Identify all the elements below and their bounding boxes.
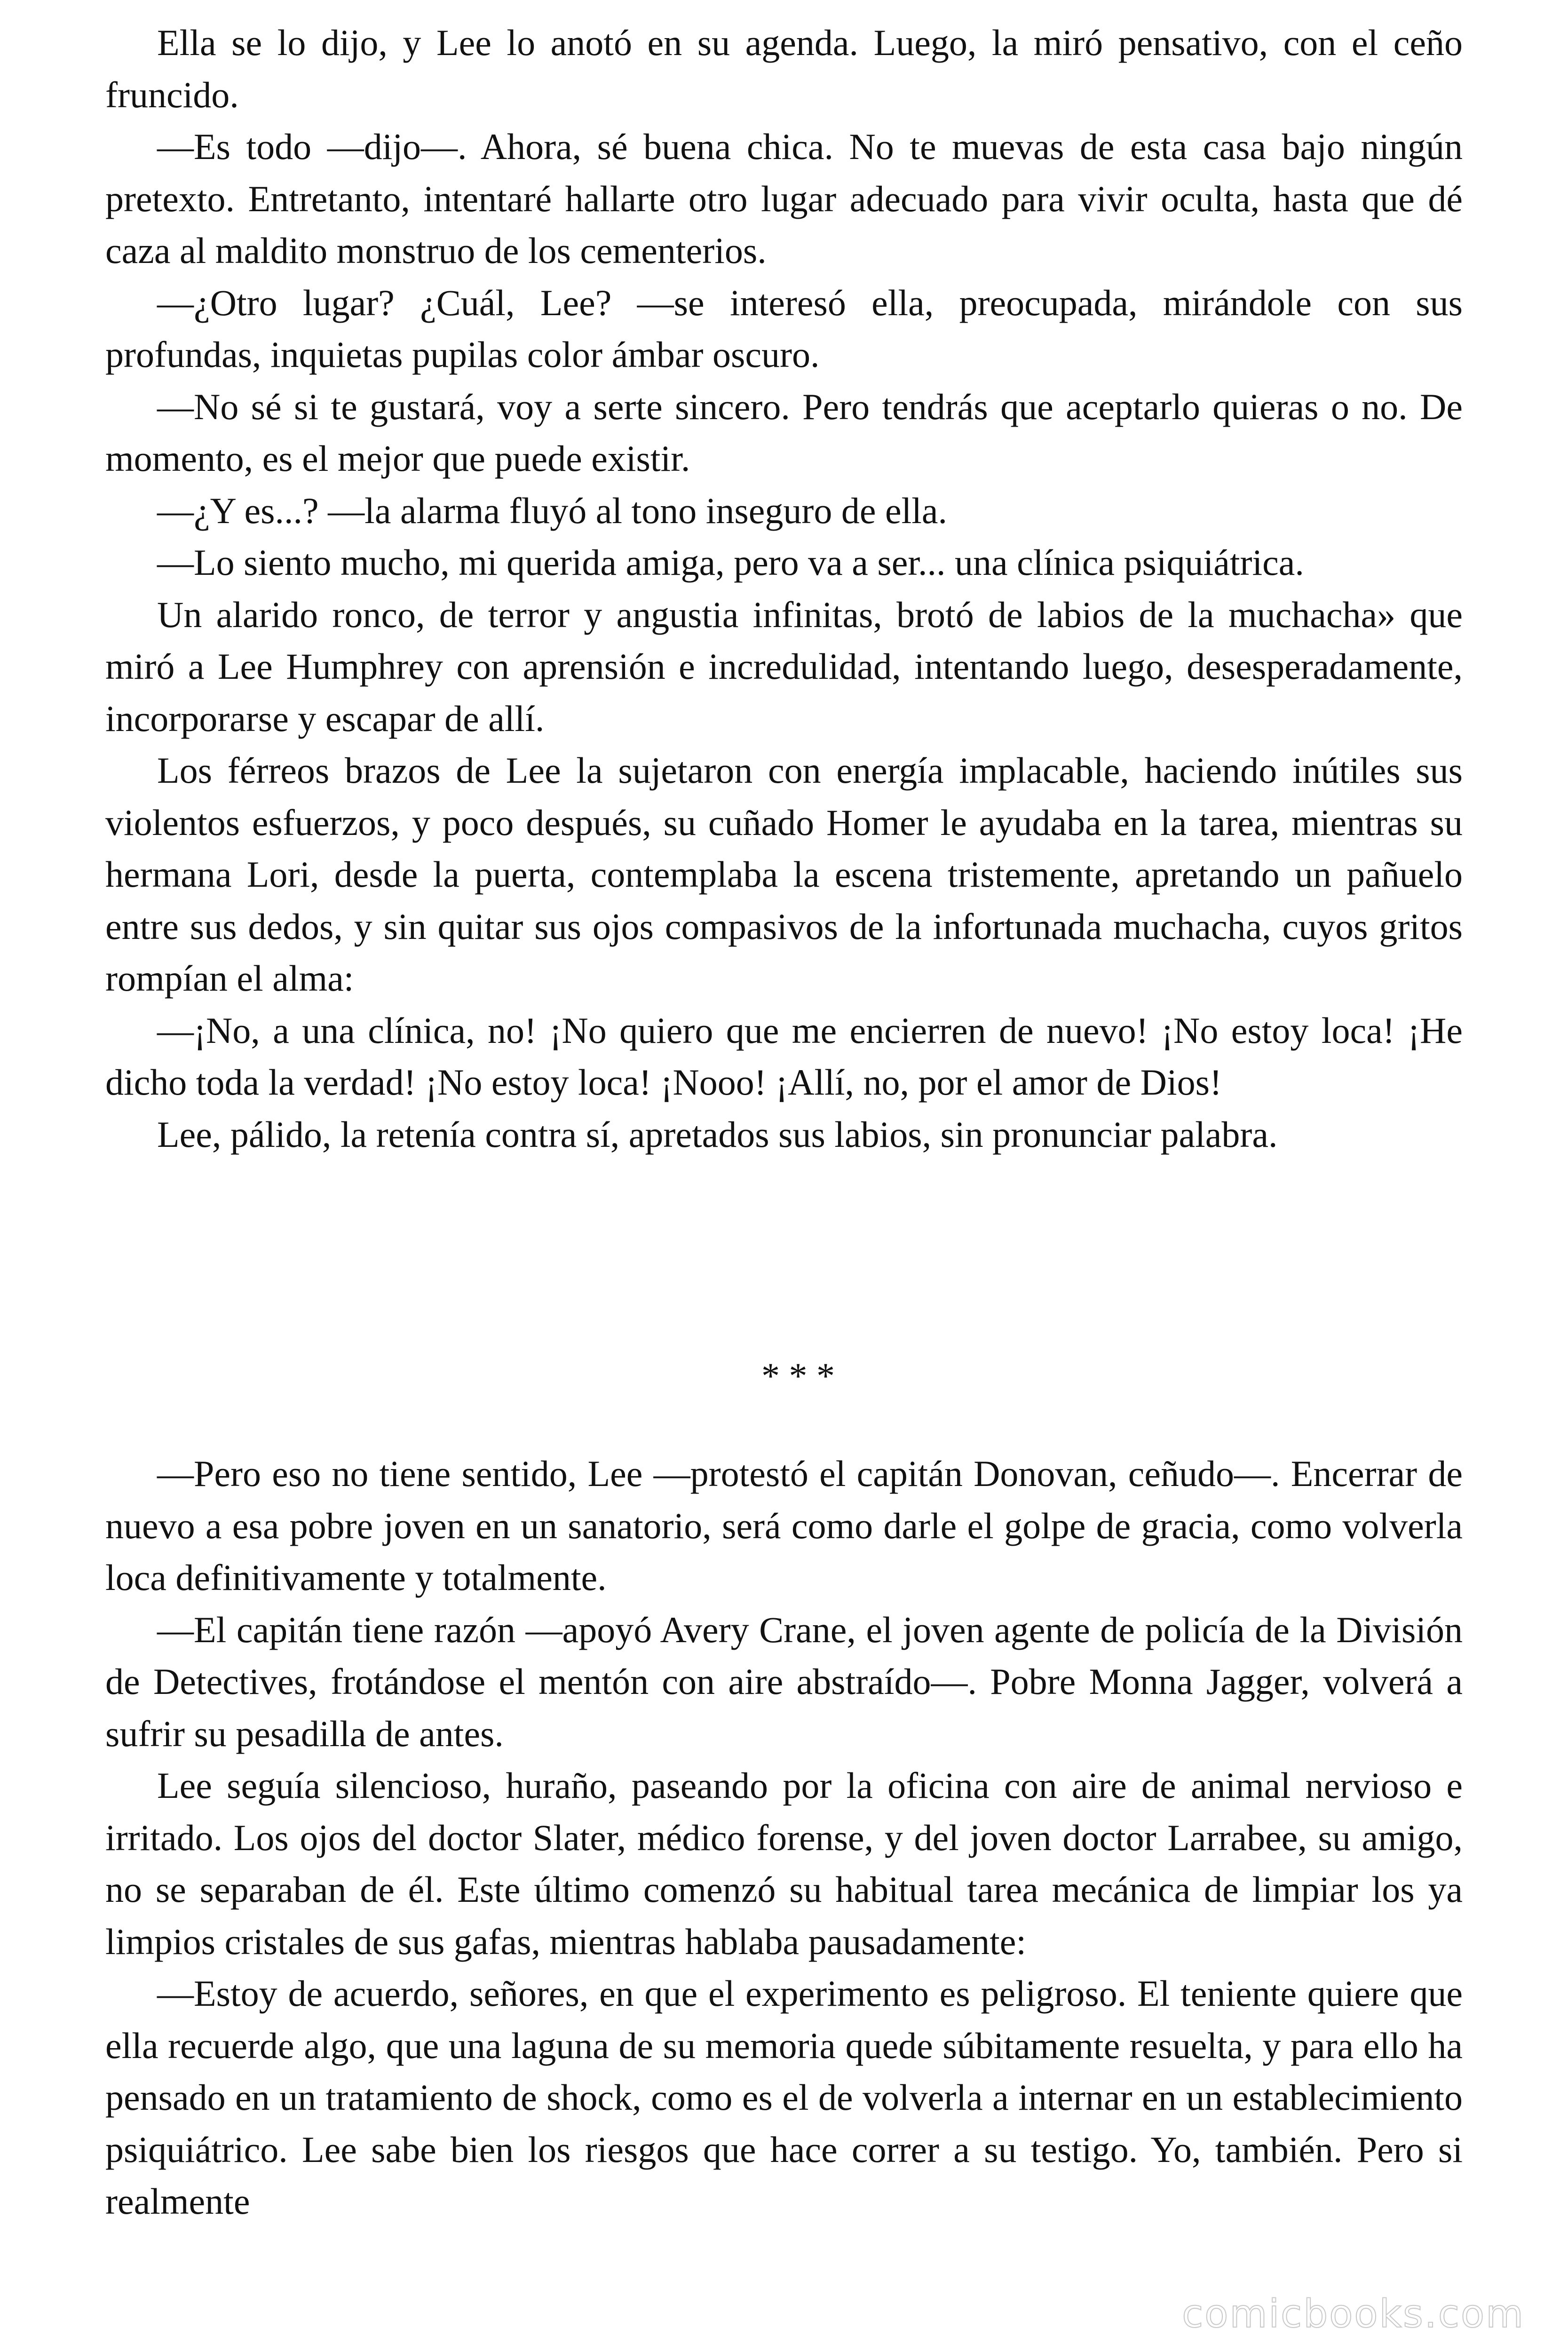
paragraph: —Pero eso no tiene sentido, Lee —protestó el capitán Donovan, ceñudo—. Encerrar de nuevo a esa pobre joven en un sanatorio, será como darle el golpe de gracia, como volverla loca definitivamente y totalmente. [105, 1453, 1463, 1598]
paragraph: —¿Otro lugar? ¿Cuál, Lee? —se interesó ella, preocupada, mirándole con sus profundas, inquietas pupilas color ámbar oscuro. [105, 282, 1463, 375]
paragraph: Lee seguía silencioso, huraño, paseando por la oficina con aire de animal nervioso e irritado. Los ojos del doctor Slater, médico forense, y del joven doctor Larrabee, su amigo, no se separaban de él. Este último comenzó su habitual tarea mecánica de limpiar los ya limpios cristales de sus gafas, mientras hablaba pausadamente: [105, 1765, 1463, 1962]
paragraph: —Lo siento mucho, mi querida amiga, pero va a ser... una clínica psiquiátrica. [157, 542, 1304, 583]
paragraph: —¡No, a una clínica, no! ¡No quiero que me encierren de nuevo! ¡No estoy loca! ¡He dicho toda la verdad! ¡No estoy loca! ¡Nooo! ¡Allí, no, por el amor de Dios! [105, 1009, 1463, 1103]
paragraph: —No sé si te gustará, voy a serte sincero. Pero tendrás que aceptarlo quieras o no. De momento, es el mejor que puede existir. [105, 386, 1463, 479]
paragraph: Un alarido ronco, de terror y angustia infinitas, brotó de labios de la muchacha» que miró a Lee Humphrey con aprensión e incredulidad, intentando luego, desesperadamente, incorporarse y escapar de allí. [105, 594, 1463, 739]
text-section-after-break [105, 1448, 1463, 2228]
paragraph: —Es todo —dijo—. Ahora, sé buena chica. No te muevas de esta casa bajo ningún pretexto. Entretanto, intentaré hallarte otro lugar adecuado para vivir oculta, hasta que dé caza al maldito monstruo de los cementerios. [105, 126, 1463, 271]
paragraph: —¿Y es...? —la alarma fluyó al tono inseguro de ella. [157, 490, 948, 531]
paragraph: —Estoy de acuerdo, señores, en que el experimento es peligroso. El teniente quiere que ella recuerde algo, que una laguna de su memoria quede súbitamente resuelta, y para ello ha pensado en un tratamiento de shock, como es el de volverla a internar en un establecimiento psiquiátrico. Lee sabe bien los riesgos que hace correr a su testigo. Yo, también. Pero si realmente [105, 1973, 1463, 2222]
paragraph: Los férreos brazos de Lee la sujetaron con energía implacable, haciendo inútiles sus violentos esfuerzos, y poco después, su cuñado Homer le ayudaba en la tarea, mientras su hermana Lori, desde la puerta, contemplaba la escena tristemente, apretando un pañuelo entre sus dedos, y sin quitar sus ojos compasivos de la infortunada muchacha, cuyos gritos rompían el alma: [105, 750, 1463, 999]
watermark: comicbooks.com [1182, 2292, 1525, 2336]
paragraph: —El capitán tiene razón —apoyó Avery Crane, el joven agente de policía de la División de Detectives, frotándose el mentón con aire abstraído—. Pobre Monna Jagger, volverá a sufrir su pesadilla de antes. [105, 1609, 1463, 1754]
paragraph: Ella se lo dijo, y Lee lo anotó en su agenda. Luego, la miró pensativo, con el ceño fruncido. [105, 22, 1463, 115]
paragraph: Lee, pálido, la retenía contra sí, apretados sus labios, sin pronunciar palabra. [157, 1113, 1278, 1155]
scene-break: * * * [761, 1355, 835, 1396]
text-section-before-break [105, 17, 1463, 1160]
